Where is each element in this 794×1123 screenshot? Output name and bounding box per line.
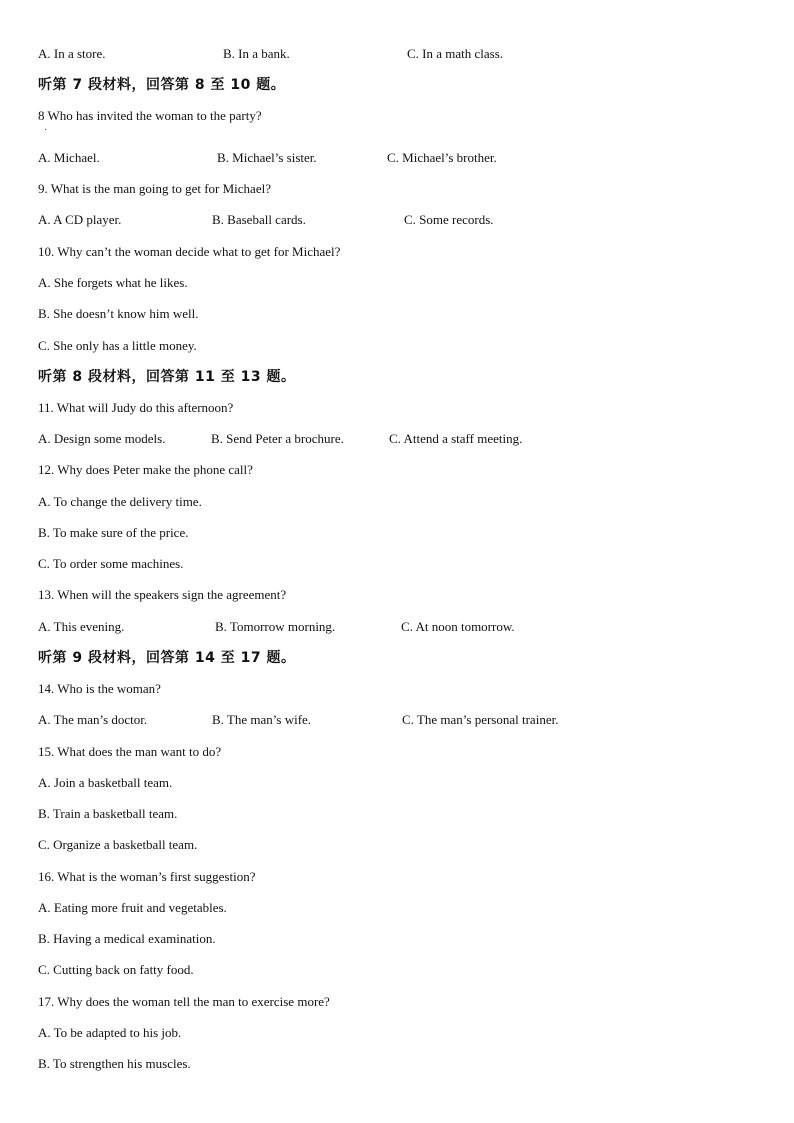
question-13-stem: 13. When will the speakers sign the agreement? bbox=[38, 587, 287, 602]
question-14-option-b: B. The man’s wife. bbox=[212, 712, 312, 727]
question-12-stem: 12. Why does Peter make the phone call? bbox=[38, 462, 253, 477]
question-13-option-b: B. Tomorrow morning. bbox=[215, 619, 336, 634]
question-13-option-a: A. This evening. bbox=[38, 619, 125, 634]
question-15-option-c: C. Organize a basketball team. bbox=[38, 837, 198, 852]
question-11-option-a: A. Design some models. bbox=[38, 431, 166, 446]
question-9-stem: 9. What is the man going to get for Michael? bbox=[38, 181, 271, 196]
question-11-option-c: C. Attend a staff meeting. bbox=[389, 431, 523, 446]
prev-question-option-b: B. In a bank. bbox=[223, 46, 290, 61]
section-8-heading: 听第 8 段材料，回答第 11 至 13 题。 bbox=[38, 369, 296, 385]
section-7-heading: 听第 7 段材料，回答第 8 至 10 题。 bbox=[38, 77, 286, 93]
question-10-stem: 10. Why can’t the woman decide what to get for Michael? bbox=[38, 244, 341, 259]
question-13-option-c: C. At noon tomorrow. bbox=[401, 619, 515, 634]
question-12-option-c: C. To order some machines. bbox=[38, 556, 184, 571]
question-11-stem: 11. What will Judy do this afternoon? bbox=[38, 400, 234, 415]
question-8-stem: 8 Who has invited the woman to the party? bbox=[38, 108, 262, 123]
question-10-option-b: B. She doesn’t know him well. bbox=[38, 306, 199, 321]
question-9-option-b: B. Baseball cards. bbox=[212, 212, 306, 227]
question-14-option-c: C. The man’s personal trainer. bbox=[402, 712, 559, 727]
question-17-stem: 17. Why does the woman tell the man to exercise more? bbox=[38, 994, 330, 1009]
prev-question-option-a: A. In a store. bbox=[38, 46, 106, 61]
question-8-option-c: C. Michael’s brother. bbox=[387, 150, 497, 165]
question-10-option-a: A. She forgets what he likes. bbox=[38, 275, 188, 290]
question-9-option-c: C. Some records. bbox=[404, 212, 494, 227]
question-15-option-a: A. Join a basketball team. bbox=[38, 775, 173, 790]
question-12-option-b: B. To make sure of the price. bbox=[38, 525, 189, 540]
question-15-stem: 15. What does the man want to do? bbox=[38, 744, 222, 759]
question-8-option-a: A. Michael. bbox=[38, 150, 100, 165]
question-15-option-b: B. Train a basketball team. bbox=[38, 806, 178, 821]
question-12-option-a: A. To change the delivery time. bbox=[38, 494, 202, 509]
question-10-option-c: C. She only has a little money. bbox=[38, 338, 197, 353]
prev-question-option-c: C. In a math class. bbox=[407, 46, 504, 61]
question-17-option-a: A. To be adapted to his job. bbox=[38, 1025, 182, 1040]
question-16-option-c: C. Cutting back on fatty food. bbox=[38, 962, 194, 977]
question-16-option-a: A. Eating more fruit and vegetables. bbox=[38, 900, 227, 915]
section-9-heading: 听第 9 段材料，回答第 14 至 17 题。 bbox=[38, 650, 296, 666]
question-14-stem: 14. Who is the woman? bbox=[38, 681, 161, 696]
question-14-option-a: A. The man’s doctor. bbox=[38, 712, 148, 727]
question-17-option-b: B. To strengthen his muscles. bbox=[38, 1056, 191, 1071]
question-16-stem: 16. What is the woman’s first suggestion? bbox=[38, 869, 256, 884]
question-16-option-b: B. Having a medical examination. bbox=[38, 931, 216, 946]
question-8-option-b: B. Michael’s sister. bbox=[217, 150, 317, 165]
question-9-option-a: A. A CD player. bbox=[38, 212, 122, 227]
stray-mark: · bbox=[44, 125, 48, 136]
question-11-option-b: B. Send Peter a brochure. bbox=[211, 431, 344, 446]
